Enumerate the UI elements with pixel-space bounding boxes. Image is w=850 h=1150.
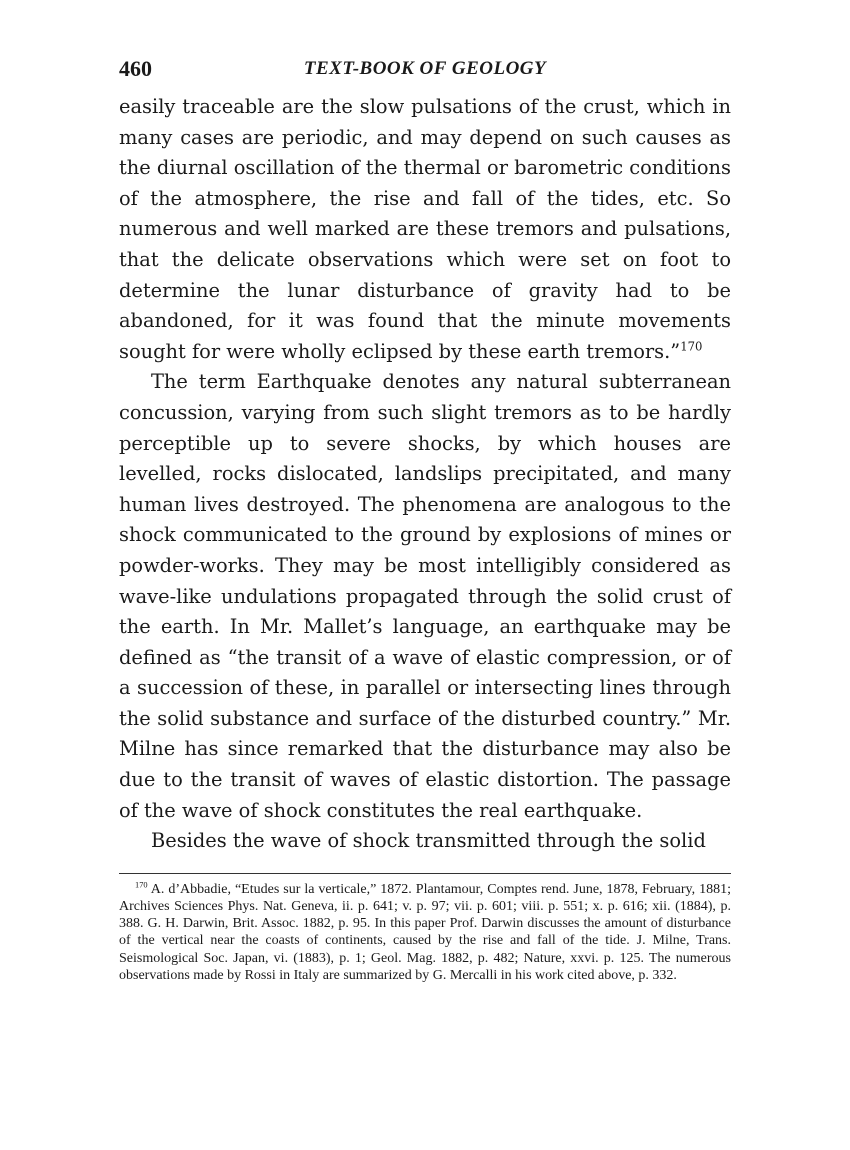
footnote-marker: 170 bbox=[135, 880, 148, 890]
page-number: 460 bbox=[119, 56, 152, 81]
paragraph bbox=[119, 92, 731, 367]
paragraph bbox=[119, 367, 731, 826]
running-title: TEXT-BOOK OF GEOLOGY bbox=[303, 58, 547, 79]
footnote-divider bbox=[119, 873, 731, 874]
footnote bbox=[119, 881, 731, 984]
body-text bbox=[119, 92, 731, 857]
paragraph-text: easily traceable are the slow pulsations of the crust, which in many cases are periodic, and may depend on such causes as the diurnal oscillation of the thermal or barometric conditions of the atmosphere, the rise and fall of the tides, etc. So numerous and well marked are these tremors and pulsations, that the delicate observations which were set on foot to determine the lunar disturbance of gravity had to be abandoned, for it was found that the minute movements sought for were wholly eclipsed by these earth tremors.” bbox=[119, 95, 731, 363]
paragraph bbox=[119, 826, 731, 857]
page-header bbox=[119, 56, 731, 92]
paragraph-text: Besides the wave of shock transmitted through the solid bbox=[151, 829, 706, 853]
footnote-text: A. d’Abbadie, “Etudes sur la verticale,” 1872. Plantamour, Comptes rend. June, 1878, February, 1881; Archives Sciences Phys. Nat. Geneva, ii. p. 641; v. p. 97; vii. p. 601; viii. p. 551; x. p. 616; xii. (1884), p. 388. G. H. Darwin, Brit. Assoc. 1882, p. 95. In this paper Prof. Darwin discusses the amount of disturbance of the vertical near the coasts of continents, caused by the rise and fall of the tide. J. Milne, Trans. Seismological Soc. Japan, vi. (1883), p. 1; Geol. Mag. 1882, p. 482; Nature, xxvi. p. 125. The numerous observations made by Rossi in Italy are summarized by G. Mercalli in his work cited above, p. 332. bbox=[119, 881, 732, 983]
paragraph-text: The term Earthquake denotes any natural subterranean concussion, varying from such slight tremors as to be hardly perceptible up to severe shocks, by which houses are levelled, rocks dislocated, landslips precipitated, and many human lives destroyed. The phenomena are analogous to the shock communicated to the ground by explosions of mines or powder-works. They may be most intelligibly considered as wave-like undulations propagated through the solid crust of the earth. In Mr. Mallet’s language, an earthquake may be defined as “the transit of a wave of elastic compression, or of a succession of these, in parallel or intersecting lines through the solid substance and surface of the disturbed country.” Mr. Milne has since remarked that the disturbance may also be due to the transit of waves of elastic distortion. The passage of the wave of shock constitutes the real earthquake. bbox=[119, 370, 731, 822]
footnote-reference[interactable]: 170 bbox=[680, 339, 703, 354]
book-page bbox=[119, 56, 731, 984]
